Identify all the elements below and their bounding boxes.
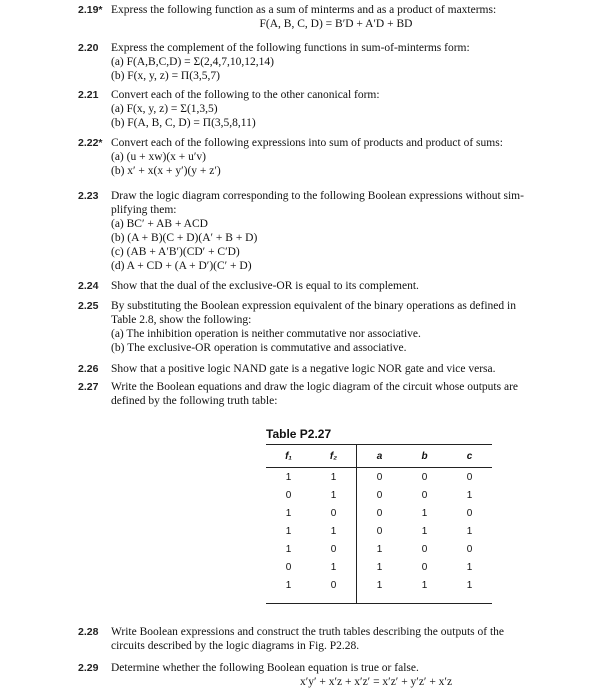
table-cell: 1 [311,486,357,504]
problem-equation: F(A, B, C, D) = B′D + A′D + BD [259,18,413,30]
problem-equation: x′y′ + x′z + x′z′ = x′z′ + y′z′ + x′z [299,676,453,688]
table-cell: 0 [466,471,473,483]
problem-part: (b) The exclusive-OR operation is commutative and associative. [111,342,407,354]
problem-text: Determine whether the following Boolean equation is true or false. [111,662,419,674]
table-cell: 1 [466,525,473,537]
problem-2-25 [78,299,601,355]
problem-part: (b) F(A, B, C, D) = Π(3,5,8,11) [111,117,256,129]
table-cell: 1 [376,561,383,573]
column-header: a [357,445,403,468]
table-cell: 1 [421,525,428,537]
table-cell: 0 [421,471,428,483]
problem-part: (b) F(x, y, z) = Π(3,5,7) [111,70,220,82]
problem-number: 2.26 [78,363,99,375]
problem-number: 2.25 [78,300,99,312]
table-cell: 1 [285,507,292,519]
truth-table [266,444,492,604]
table-header-row [266,445,492,468]
problem-text: Table 2.8, show the following: [111,314,252,326]
problem-2-21 [78,88,601,130]
table-cell: 1 [311,558,357,576]
problem-2-27 [78,380,601,408]
problem-2-20 [78,41,601,83]
problem-2-22 [78,136,601,178]
problem-text: circuits described by the logic diagrams in Fig. P2.28. [111,640,360,652]
table-cell: 0 [421,561,428,573]
table-cell: 0 [285,561,292,573]
table-row [266,540,492,558]
problem-2-23 [78,189,601,273]
table-cell: 1 [285,525,292,537]
column-header: f₁ [266,445,311,468]
table-row [266,468,492,487]
table-cell: 1 [447,576,492,604]
problem-number: 2.19* [78,4,103,16]
table-cell: 0 [376,507,383,519]
problem-text: Convert each of the following to the other canonical form: [111,89,380,101]
column-header: c [447,445,492,468]
problem-part: (b) (A + B)(C + D)(A′ + B + D) [111,232,258,244]
table-cell: 1 [311,522,357,540]
table-cell: 0 [311,540,357,558]
table-cell: 1 [266,576,311,604]
problem-text: Express the following function as a sum of minterms and as a product of maxterms: [111,4,497,16]
problem-text: Write the Boolean equations and draw the logic diagram of the circuit whose outputs are [111,381,519,393]
problem-number: 2.27 [78,381,99,393]
problem-2-26 [78,362,601,376]
problem-text: Write Boolean expressions and construct the truth tables describing the outputs of the [111,626,504,638]
problem-text: Show that the dual of the exclusive-OR is equal to its complement. [111,280,419,292]
table-cell: 0 [466,543,473,555]
problem-part: (a) BC′ + AB + ACD [111,218,208,230]
table-cell: 0 [285,489,292,501]
problem-number: 2.24 [78,280,99,292]
problem-text: Express the complement of the following functions in sum-of-minterms form: [111,42,470,54]
problem-2-29 [78,661,601,689]
problem-part: (c) (AB + A′B′)(CD′ + C′D) [111,246,240,258]
table-cell: 0 [376,489,383,501]
table-cell: 1 [285,471,292,483]
problem-2-24 [78,279,601,293]
problem-text: Draw the logic diagram corresponding to the following Boolean expressions without sim- [111,190,524,202]
problem-2-19 [78,3,601,31]
problem-2-28 [78,625,601,653]
column-header: f₂ [311,445,357,468]
problem-text: plifying them: [111,204,177,216]
table-title: Table P2.27 [266,427,332,441]
table-cell: 1 [466,561,473,573]
problem-part: (a) The inhibition operation is neither commutative nor associative. [111,328,421,340]
problem-part: (a) F(x, y, z) = Σ(1,3,5) [111,103,218,115]
problem-number: 2.29 [78,662,99,674]
table-cell: 1 [285,543,292,555]
table-row [266,486,492,504]
table-cell: 0 [466,507,473,519]
table-cell: 0 [376,471,383,483]
problem-number: 2.23 [78,190,99,202]
table-cell: 1 [402,576,447,604]
table-row [266,558,492,576]
table-cell: 0 [311,504,357,522]
column-header: b [402,445,447,468]
problem-part: (a) F(A,B,C,D) = Σ(2,4,7,10,12,14) [111,56,274,68]
table-cell: 1 [421,507,428,519]
table-cell: 0 [311,576,357,604]
table-row [266,522,492,540]
table-cell: 0 [376,525,383,537]
problem-text: Show that a positive logic NAND gate is a negative logic NOR gate and vice versa. [111,363,496,375]
problem-number: 2.21 [78,89,99,101]
table-row [266,504,492,522]
table-cell: 0 [421,489,428,501]
table-row [266,576,492,604]
problem-number: 2.22* [78,137,103,149]
table-cell: 1 [376,543,383,555]
table-cell: 0 [421,543,428,555]
problem-text: defined by the following truth table: [111,395,278,407]
problem-text: Convert each of the following expressions into sum of products and product of sums: [111,137,503,149]
table-cell: 1 [357,576,403,604]
problem-part: (b) x′ + x(x + y′)(y + z′) [111,165,221,177]
problem-number: 2.20 [78,42,99,54]
problem-part: (d) A + CD + (A + D′)(C′ + D) [111,260,252,272]
table-cell: 1 [466,489,473,501]
table-cell: 1 [311,468,357,487]
problem-text: By substituting the Boolean expression equivalent of the binary operations as defined in [111,300,516,312]
problem-part: (a) (u + xw)(x + u′v) [111,151,206,163]
problem-number: 2.28 [78,626,99,638]
